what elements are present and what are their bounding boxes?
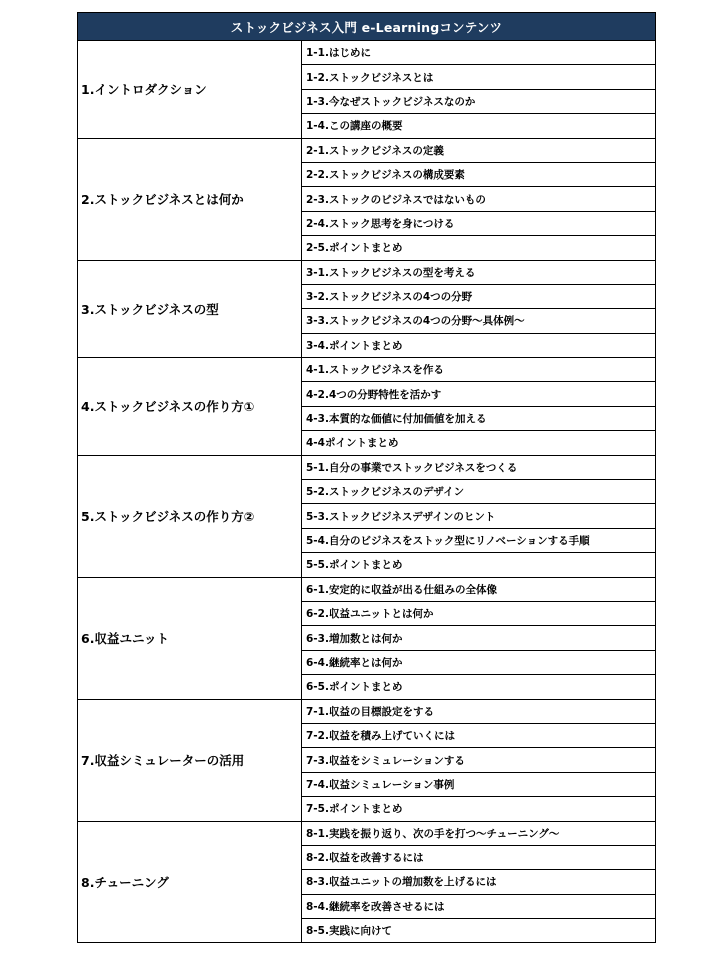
lesson-title: 2-5.ポイントまとめ [302, 236, 656, 260]
chapter-title: 7.収益シミュレーターの活用 [78, 699, 302, 821]
lesson-title: 7-3.収益をシミュレーションする [302, 748, 656, 772]
lesson-title: 2-1.ストックビジネスの定義 [302, 138, 656, 162]
lesson-title: 2-2.ストックビジネスの構成要素 [302, 162, 656, 186]
lesson-title: 6-3.増加数とは何か [302, 626, 656, 650]
lesson-title: 1-1.はじめに [302, 41, 656, 65]
lesson-title: 8-3.収益ユニットの増加数を上げるには [302, 870, 656, 894]
chapter-title: 2.ストックビジネスとは何か [78, 138, 302, 260]
lesson-title: 7-5.ポイントまとめ [302, 797, 656, 821]
lesson-title: 2-4.ストック思考を身につける [302, 211, 656, 235]
lesson-title: 3-4.ポイントまとめ [302, 333, 656, 357]
lesson-title: 8-1.実践を振り返り、次の手を打つ～チューニング～ [302, 821, 656, 845]
table-row [78, 41, 656, 65]
chapter-title: 8.チューニング [78, 821, 302, 943]
lesson-title: 1-2.ストックビジネスとは [302, 65, 656, 89]
lesson-title: 3-2.ストックビジネスの4つの分野 [302, 284, 656, 308]
lesson-title: 6-1.安定的に収益が出る仕組みの全体像 [302, 577, 656, 601]
lesson-title: 8-5.実践に向けて [302, 919, 656, 943]
lesson-title: 7-2.収益を積み上げていくには [302, 723, 656, 747]
chapter-title: 6.収益ユニット [78, 577, 302, 699]
lesson-title: 8-2.収益を改善するには [302, 845, 656, 869]
lesson-title: 5-2.ストックビジネスのデザイン [302, 480, 656, 504]
lesson-title: 2-3.ストックのビジネスではないもの [302, 187, 656, 211]
lesson-title: 7-4.収益シミュレーション事例 [302, 772, 656, 796]
lesson-title: 5-5.ポイントまとめ [302, 553, 656, 577]
lesson-title: 6-4.継続率とは何か [302, 650, 656, 674]
table-row [78, 358, 656, 382]
chapter-title: 4.ストックビジネスの作り方① [78, 358, 302, 456]
lesson-title: 3-1.ストックビジネスの型を考える [302, 260, 656, 284]
chapter-title: 5.ストックビジネスの作り方② [78, 455, 302, 577]
table-row [78, 821, 656, 845]
lesson-title: 6-5.ポイントまとめ [302, 675, 656, 699]
lesson-title: 4-1.ストックビジネスを作る [302, 358, 656, 382]
curriculum-body [78, 41, 656, 943]
table-title: ストックビジネス入門 e-Learningコンテンツ [78, 13, 656, 41]
lesson-title: 4-2.4つの分野特性を活かす [302, 382, 656, 406]
table-row [78, 577, 656, 601]
lesson-title: 4-4ポイントまとめ [302, 431, 656, 455]
table-header-row [78, 13, 656, 41]
table-row [78, 138, 656, 162]
lesson-title: 4-3.本質的な価値に付加価値を加える [302, 406, 656, 430]
lesson-title: 6-2.収益ユニットとは何か [302, 601, 656, 625]
lesson-title: 5-4.自分のビジネスをストック型にリノベーションする手順 [302, 528, 656, 552]
lesson-title: 1-3.今なぜストックビジネスなのか [302, 89, 656, 113]
table-row [78, 699, 656, 723]
chapter-title: 3.ストックビジネスの型 [78, 260, 302, 358]
lesson-title: 8-4.継続率を改善させるには [302, 894, 656, 918]
table-row [78, 455, 656, 479]
curriculum-table [77, 12, 656, 943]
chapter-title: 1.イントロダクション [78, 41, 302, 139]
lesson-title: 5-3.ストックビジネスデザインのヒント [302, 504, 656, 528]
lesson-title: 7-1.収益の目標設定をする [302, 699, 656, 723]
lesson-title: 5-1.自分の事業でストックビジネスをつくる [302, 455, 656, 479]
lesson-title: 3-3.ストックビジネスの4つの分野～具体例～ [302, 309, 656, 333]
table-row [78, 260, 656, 284]
lesson-title: 1-4.この講座の概要 [302, 114, 656, 138]
